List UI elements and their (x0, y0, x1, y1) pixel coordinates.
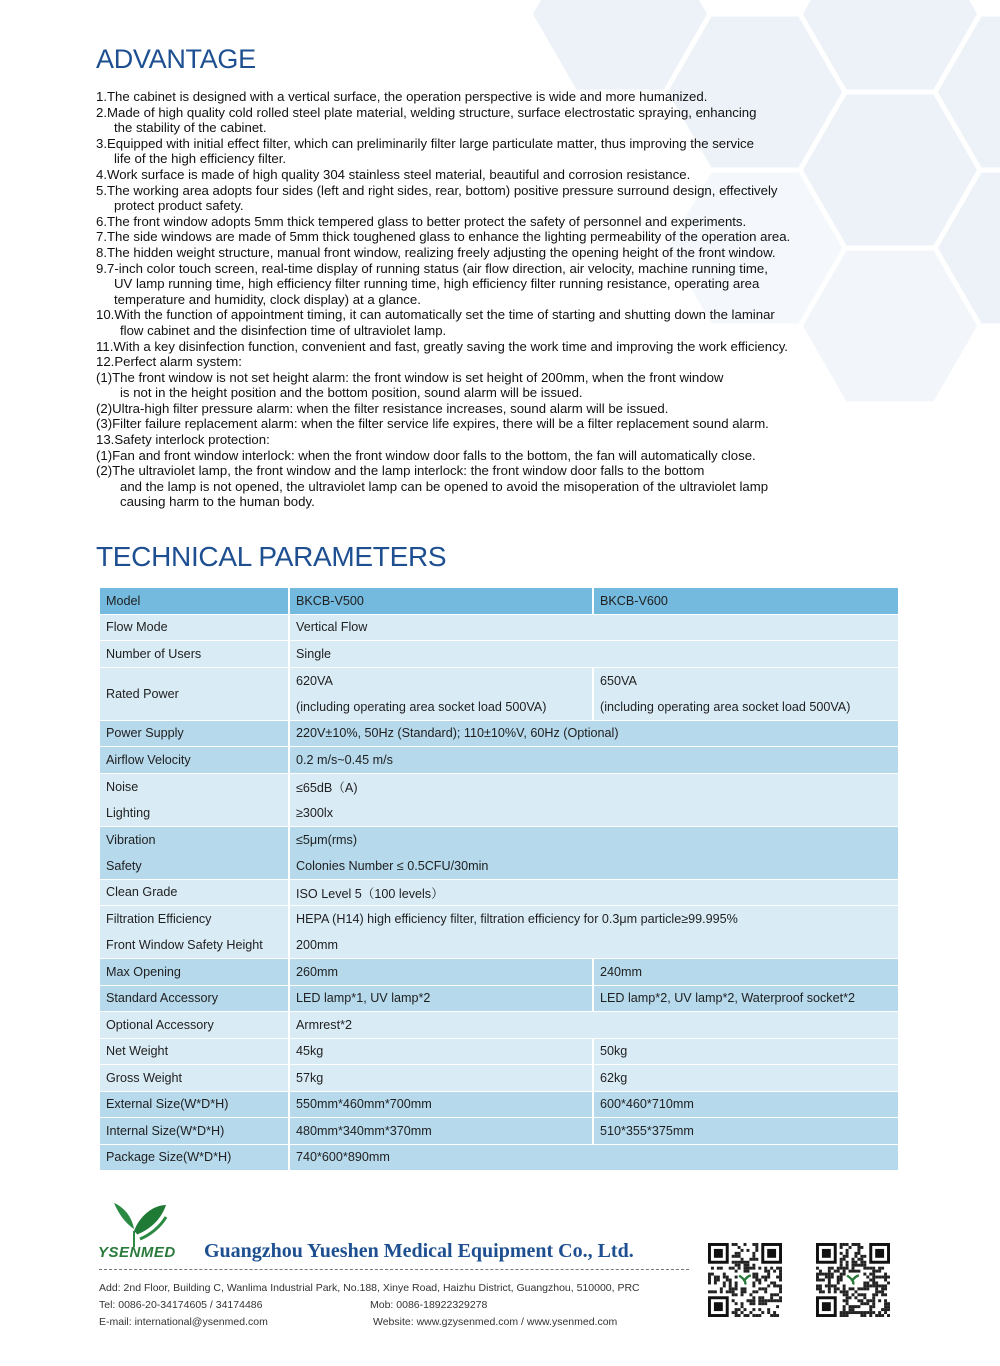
mobile: Mob: 0086-18922329278 (370, 1299, 488, 1311)
row-label: Airflow Velocity (100, 747, 288, 774)
rated-power-v500-note: (including operating area socket load 500VA) (296, 699, 547, 714)
advantage-item-text: The front window adopts 5mm thick tempered glass to better protect the safety of personnel and experiments. (107, 213, 747, 229)
advantage-item-text: is not in the height position and the bottom position, sound alarm will be issued. (120, 385, 583, 401)
advantage-item-number: (1) (96, 447, 113, 463)
advantage-item-number: (1) (96, 369, 113, 385)
row-label: Rated Power (100, 668, 288, 721)
row-label: Power Supply (100, 721, 288, 748)
advantage-item-text: Perfect alarm system: (114, 354, 242, 370)
advantage-item-number: 1. (96, 89, 107, 104)
advantage-item-number: 7. (96, 229, 107, 245)
advantage-item (96, 432, 916, 448)
technical-parameters-table (98, 588, 900, 1171)
advantage-item (96, 261, 916, 308)
value-v500: 260mm (290, 959, 592, 986)
advantage-item-text: and the lamp is not opened, the ultraviolet lamp can be opened to avoid the misoperation of the ultraviolet lamp (120, 478, 769, 494)
footer (0, 1190, 1000, 1366)
advantage-item-number: 5. (96, 182, 107, 198)
advantage-item-text: the stability of the cabinet. (114, 120, 267, 136)
advantage-item-line (96, 105, 916, 121)
table-row-external-size (100, 1092, 898, 1119)
value-v600: 510*355*375mm (594, 1118, 898, 1145)
advantage-item-continuation (96, 385, 916, 401)
value-v500: 45kg (290, 1039, 592, 1066)
advantage-item-text: The front window is not set height alarm: the front window is set height of 200mm, when the front window (112, 369, 724, 385)
row-value: ≥300lx (290, 800, 898, 827)
advantage-item-number: 10. (96, 307, 115, 323)
advantage-item (96, 214, 916, 230)
value-v600: 62kg (594, 1065, 898, 1092)
rated-power-v600 (594, 668, 898, 721)
row-value: ≤5μm(rms) (290, 827, 898, 854)
advantage-item-text: Filter failure replacement alarm: when the filter service life expires, there will be a filter replacement sound alarm. (112, 416, 769, 432)
value-v500: 480mm*340mm*370mm (290, 1118, 592, 1145)
advantage-item-line (96, 401, 916, 417)
row-value: ≤65dB（A) (290, 774, 898, 801)
advantage-item-line (96, 89, 916, 105)
advantage-item (96, 448, 916, 464)
row-label: Noise (100, 774, 288, 801)
table-row-vibration (100, 827, 898, 854)
advantage-item (96, 245, 916, 261)
row-label: Package Size(W*D*H) (100, 1145, 288, 1172)
advantage-item-continuation (96, 151, 916, 167)
advantage-item-line (96, 245, 916, 261)
table-row-number-of-users (100, 641, 898, 668)
value-v600: 240mm (594, 959, 898, 986)
table-row-front-window-safety-height (100, 933, 898, 960)
advantage-item-text: Fan and front window interlock: when the front window door falls to the bottom, the fan will automatically close. (112, 447, 756, 463)
advantage-item (96, 370, 916, 401)
row-label: Standard Accessory (100, 986, 288, 1013)
advantage-item-text: Made of high quality cold rolled steel plate material, welding structure, surface electrostatic spraying, enhancing (107, 104, 757, 120)
advantage-item (96, 89, 916, 105)
advantage-item (96, 416, 916, 432)
advantage-item-line (96, 370, 916, 386)
row-value: ISO Level 5（100 levels） (290, 880, 898, 907)
row-value: Colonies Number ≤ 0.5CFU/30min (290, 853, 898, 880)
advantage-item-number: 12. (96, 354, 115, 370)
advantage-item-text: 7-inch color touch screen, real-time display of running status (air flow direction, air velocity, machine running time, (107, 260, 768, 276)
website: Website: www.gzysenmed.com / www.ysenmed.com (373, 1316, 618, 1328)
advantage-item-line (96, 307, 916, 323)
row-label: External Size(W*D*H) (100, 1092, 288, 1119)
advantage-item-continuation (96, 323, 916, 339)
advantage-item-text: With the function of appointment timing, it can automatically set the time of starting and shutting down the laminar (114, 307, 775, 323)
table-row-gross-weight (100, 1065, 898, 1092)
row-label: Internal Size(W*D*H) (100, 1118, 288, 1145)
advantage-item (96, 463, 916, 510)
technical-parameters-title: TECHNICAL PARAMETERS (96, 541, 447, 572)
row-label: Optional Accessory (100, 1012, 288, 1039)
row-label: Net Weight (100, 1039, 288, 1066)
advantage-item-line (96, 136, 916, 152)
advantage-item-number: 4. (96, 166, 107, 182)
advantage-item-continuation (96, 479, 916, 495)
value-v500: 550mm*460mm*700mm (290, 1092, 592, 1119)
table-row-power-supply (100, 721, 898, 748)
advantage-item-continuation (96, 276, 916, 292)
advantage-item-text: The hidden weight structure, manual front window, realizing freely adjusting the opening height of the front window. (107, 244, 776, 260)
advantage-title: ADVANTAGE (96, 44, 256, 74)
rated-power-v500-value: 620VA (296, 673, 333, 688)
advantage-item-number: 9. (96, 260, 107, 276)
email: E-mail: international@ysenmed.com (99, 1316, 268, 1328)
advantage-item-text: causing harm to the human body. (120, 494, 315, 510)
row-label: Vibration (100, 827, 288, 854)
advantage-item-text: protect product safety. (114, 198, 244, 214)
advantage-item-number: 2. (96, 104, 107, 120)
value-v600: 600*460*710mm (594, 1092, 898, 1119)
table-row-safety (100, 853, 898, 880)
row-value: 740*600*890mm (290, 1145, 898, 1172)
advantage-item-text: Equipped with initial effect filter, which can preliminarily filter large particulate matter, thus improving the service (107, 135, 754, 151)
table-row-optional-accessory (100, 1012, 898, 1039)
row-label: Gross Weight (100, 1065, 288, 1092)
advantage-item (96, 105, 916, 136)
advantage-item-line (96, 229, 916, 245)
advantage-item-text: Ultra-high filter pressure alarm: when the filter resistance increases, sound alarm will be issued. (112, 400, 669, 416)
advantage-item-continuation (96, 292, 916, 308)
advantage-item-continuation (96, 198, 916, 214)
advantage-item-line (96, 261, 916, 277)
advantage-item-number: (3) (96, 416, 113, 432)
table-row-flow-mode (100, 615, 898, 642)
table-row-net-weight (100, 1039, 898, 1066)
advantage-item-line (96, 354, 916, 370)
advantage-item-line (96, 214, 916, 230)
row-label: Lighting (100, 800, 288, 827)
advantage-item-line (96, 183, 916, 199)
row-value: Vertical Flow (290, 615, 898, 642)
row-label: Clean Grade (100, 880, 288, 907)
advantage-item-line (96, 339, 916, 355)
advantage-item (96, 339, 916, 355)
value-v600: LED lamp*2, UV lamp*2, Waterproof socket*2 (594, 986, 898, 1013)
row-label: Filtration Efficiency (100, 906, 288, 933)
dashed-divider (99, 1269, 689, 1270)
advantage-item-continuation (96, 120, 916, 136)
row-value: 0.2 m/s~0.45 m/s (290, 747, 898, 774)
advantage-item (96, 229, 916, 245)
row-value: HEPA (H14) high efficiency filter, filtration efficiency for 0.3μm particle≥99.995% (290, 906, 898, 933)
advantage-item-line (96, 463, 916, 479)
telephone: Tel: 0086-20-34174605 / 34174486 (99, 1299, 263, 1311)
model-v500: BKCB-V500 (290, 588, 592, 615)
advantage-item-text: UV lamp running time, high efficiency filter running time, high efficiency filter running resistance, operating area (114, 276, 760, 292)
advantage-list (96, 89, 916, 510)
table-row-rated-power (100, 668, 898, 721)
table-row-noise (100, 774, 898, 801)
table-row-model (100, 588, 898, 615)
advantage-item-text: life of the high efficiency filter. (114, 151, 287, 167)
row-label: Max Opening (100, 959, 288, 986)
advantage-item-number: 8. (96, 244, 107, 260)
advantage-item-number: 3. (96, 135, 107, 151)
qr-code-icon (708, 1243, 782, 1317)
row-label: Model (100, 588, 288, 615)
advantage-item-number: 11. (96, 338, 114, 354)
advantage-item-line (96, 416, 916, 432)
advantage-item-line (96, 432, 916, 448)
advantage-item-line (96, 448, 916, 464)
table-row-clean-grade (100, 880, 898, 907)
advantage-item-line (96, 167, 916, 183)
advantage-item-text: flow cabinet and the disinfection time of ultraviolet lamp. (120, 322, 447, 338)
advantage-item-number: (2) (96, 463, 113, 479)
address: Add: 2nd Floor, Building C, Wanlima Industrial Park, No.188, Xinye Road, Haizhu District, Guangzhou, 510000, PRC (99, 1282, 640, 1294)
table-row-internal-size (100, 1118, 898, 1145)
table-row-standard-accessory (100, 986, 898, 1013)
advantage-item (96, 136, 916, 167)
row-label: Number of Users (100, 641, 288, 668)
row-value: 200mm (290, 933, 898, 960)
advantage-item-text: temperature and humidity, clock display) at a glance. (114, 291, 421, 307)
advantage-item-number: 6. (96, 213, 107, 229)
advantage-item-number: (2) (96, 400, 113, 416)
value-v600: 50kg (594, 1039, 898, 1066)
advantage-item-text: The side windows are made of 5mm thick toughened glass to enhance the lighting permeability of the operation area. (107, 229, 791, 245)
advantage-item (96, 183, 916, 214)
advantage-item-number: 13. (96, 432, 115, 448)
row-label: Front Window Safety Height (100, 933, 288, 960)
rated-power-v500 (290, 668, 592, 721)
advantage-item-text: Safety interlock protection: (114, 432, 270, 448)
advantage-item-text: Work surface is made of high quality 304 stainless steel material, beautiful and corrosion resistance. (107, 166, 691, 182)
advantage-item-text: The cabinet is designed with a vertical surface, the operation perspective is wide and more humanized. (107, 89, 708, 104)
row-label: Flow Mode (100, 615, 288, 642)
advantage-item (96, 401, 916, 417)
advantage-item-text: The working area adopts four sides (left and right sides, rear, bottom) positive pressure surround design, effectively (107, 182, 778, 198)
table-row-filtration-efficiency (100, 906, 898, 933)
value-v500: LED lamp*1, UV lamp*2 (290, 986, 592, 1013)
model-v600: BKCB-V600 (594, 588, 898, 615)
brand-name: YSENMED (98, 1244, 176, 1261)
advantage-item-text: With a key disinfection function, convenient and fast, greatly saving the work time and improving the work efficiency. (113, 338, 788, 354)
row-value: Armrest*2 (290, 1012, 898, 1039)
advantage-item-text: The ultraviolet lamp, the front window and the lamp interlock: the front window door falls to the bottom (112, 463, 705, 479)
advantage-item-continuation (96, 494, 916, 510)
rated-power-v600-note: (including operating area socket load 500VA) (600, 699, 851, 714)
row-value: 220V±10%, 50Hz (Standard); 110±10%V, 60Hz (Optional) (290, 721, 898, 748)
row-label: Safety (100, 853, 288, 880)
value-v500: 57kg (290, 1065, 592, 1092)
table-row-airflow-velocity (100, 747, 898, 774)
rated-power-v600-value: 650VA (600, 673, 637, 688)
table-row-max-opening (100, 959, 898, 986)
table-row-lighting (100, 800, 898, 827)
company-name: Guangzhou Yueshen Medical Equipment Co., Ltd. (204, 1240, 634, 1262)
advantage-item (96, 167, 916, 183)
row-value: Single (290, 641, 898, 668)
table-row-package-size (100, 1145, 898, 1172)
advantage-item (96, 354, 916, 370)
qr-code-icon (816, 1243, 890, 1317)
advantage-item (96, 307, 916, 338)
